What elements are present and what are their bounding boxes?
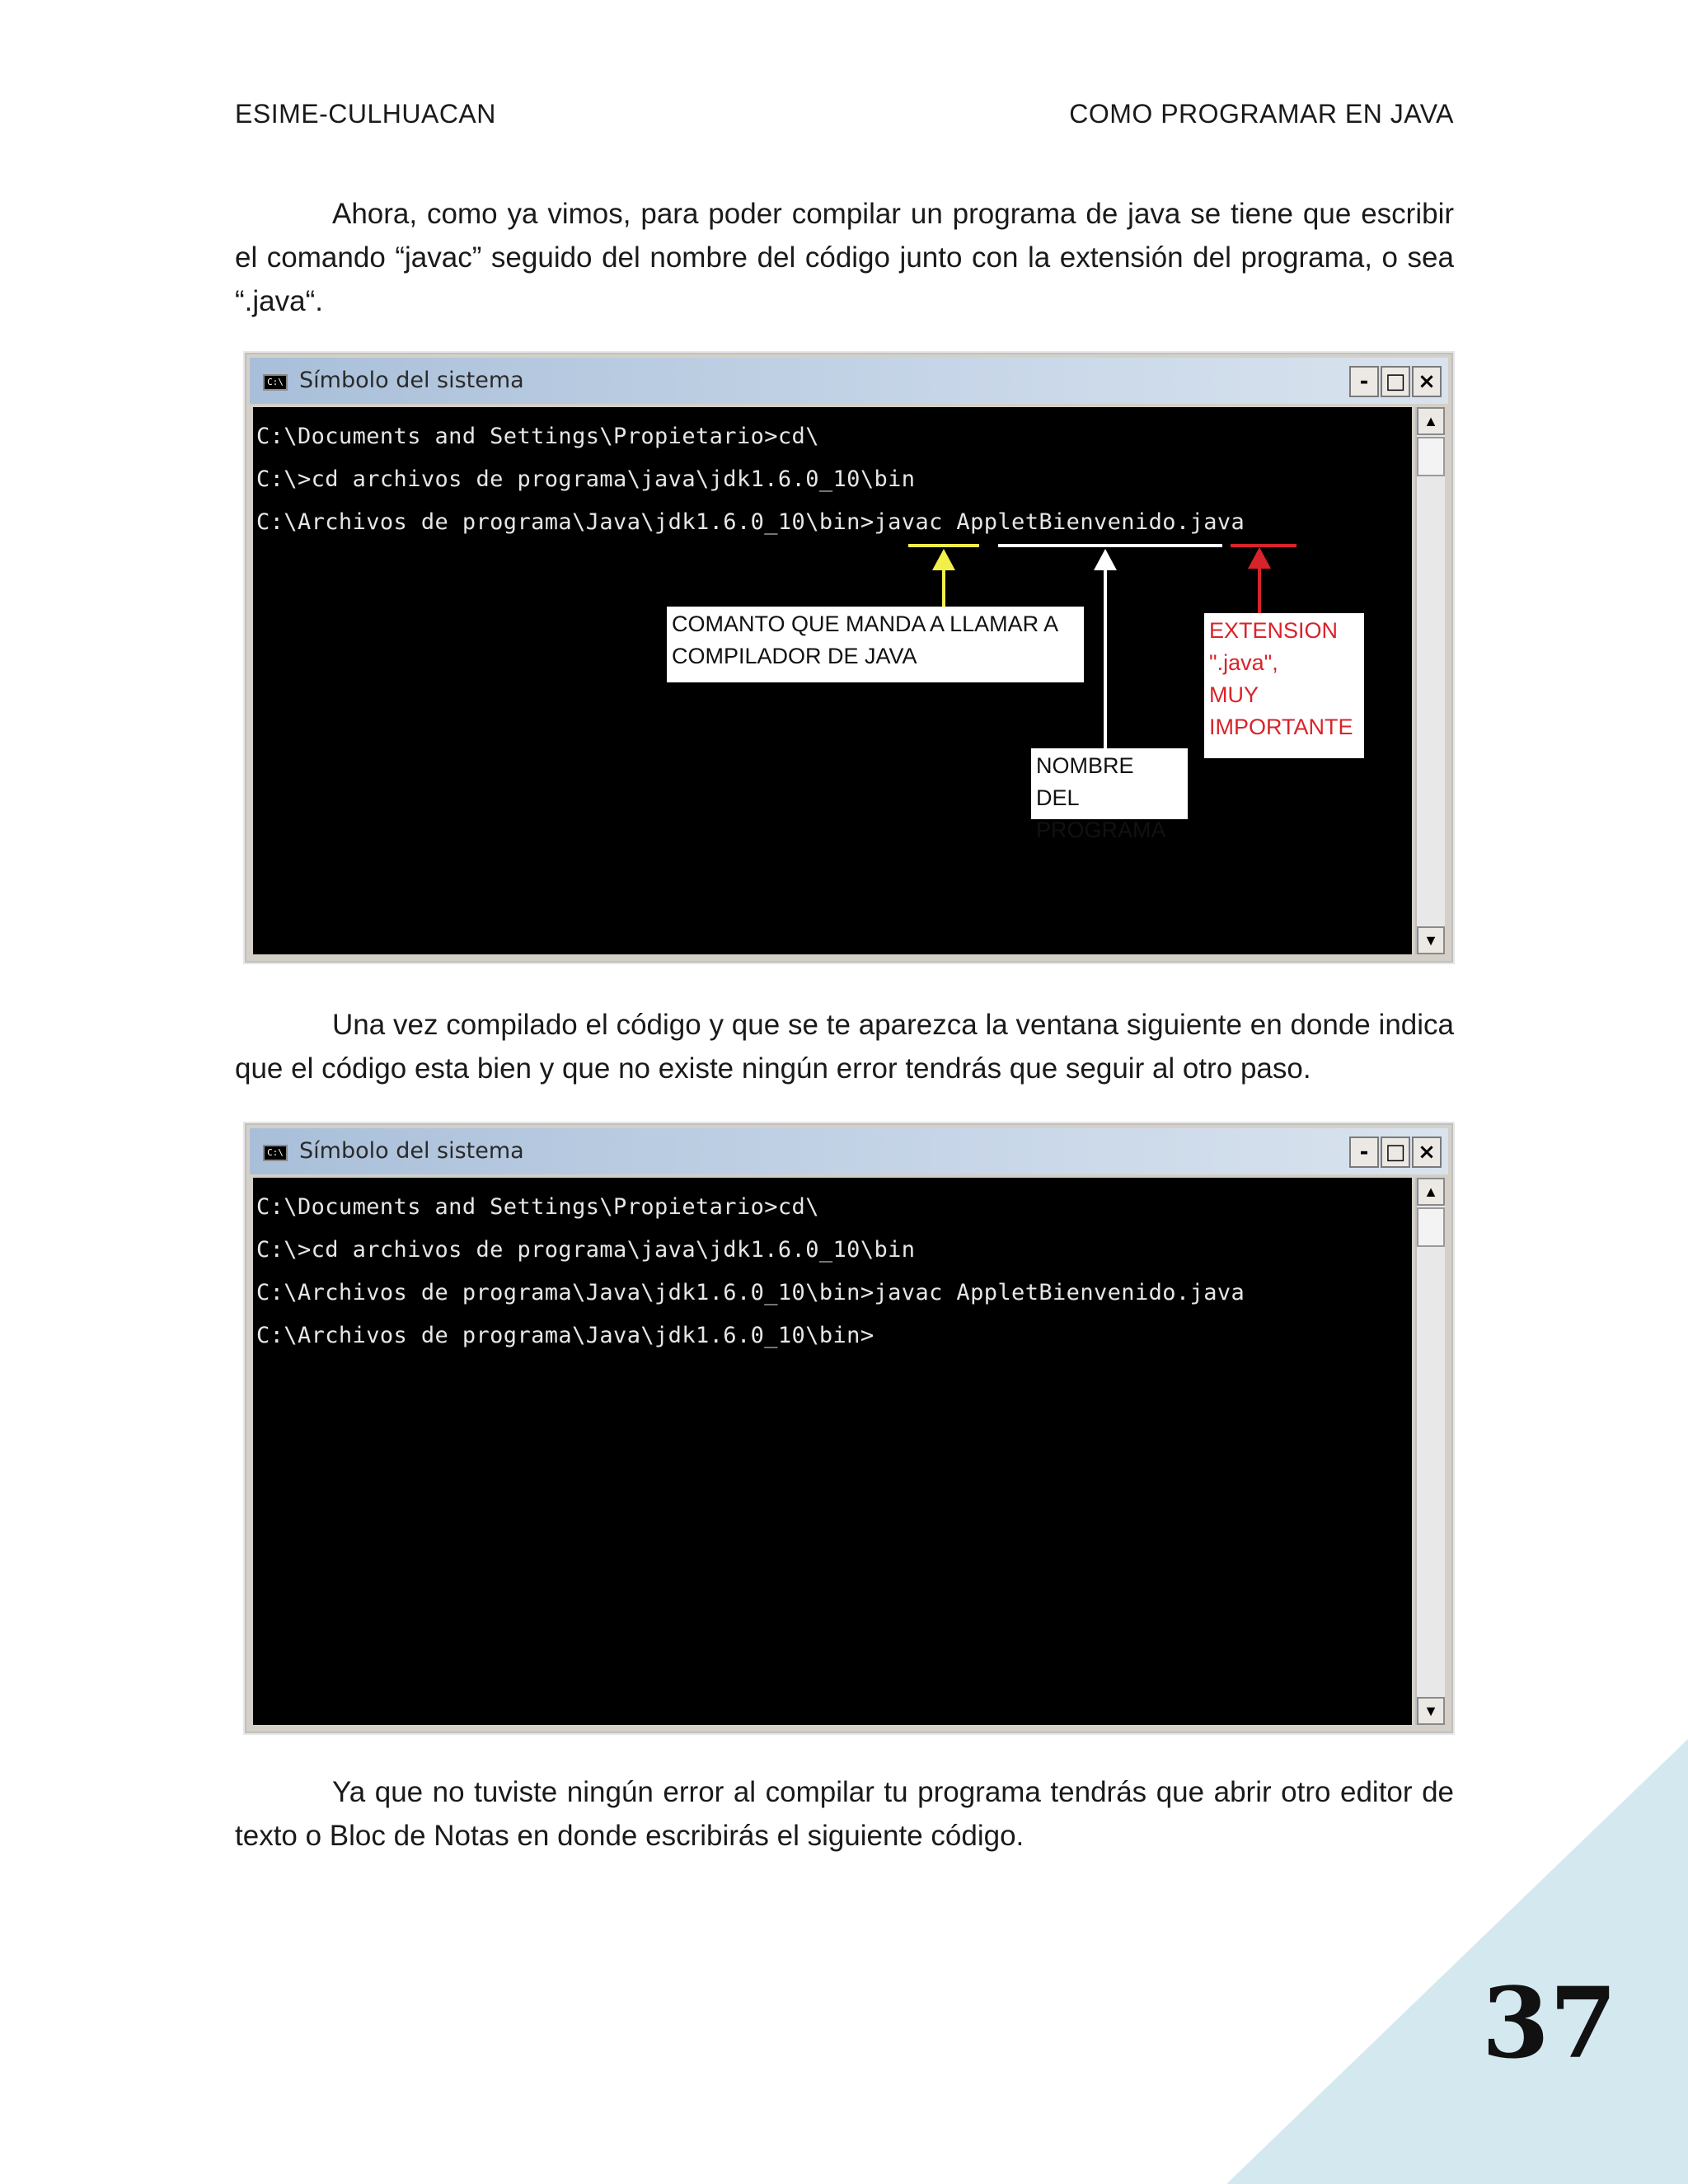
scroll-thumb[interactable] — [1417, 437, 1445, 476]
extension-annotation-label: EXTENSION ".java", MUY IMPORTANTE — [1204, 613, 1364, 758]
minimize-button[interactable]: - — [1349, 366, 1379, 397]
window-titlebar[interactable] — [250, 358, 1448, 404]
page-number: 37 — [1481, 1966, 1617, 2080]
javac-annotation-label: COMANTO QUE MANDA A LLAMAR A COMPILADOR DE JAVA — [667, 607, 1084, 682]
program-name-underline — [998, 544, 1222, 547]
console-line: C:\>cd archivos de programa\java\jdk1.6.0_10\bin — [256, 1237, 916, 1263]
paragraph-next-step — [235, 1770, 1454, 1858]
console-line: C:\Archivos de programa\Java\jdk1.6.0_10\bin> — [256, 1323, 874, 1348]
extension-arrow-shaft — [1258, 567, 1261, 613]
minimize-button[interactable]: - — [1349, 1137, 1379, 1168]
vertical-scrollbar[interactable] — [1415, 407, 1445, 954]
scroll-thumb[interactable] — [1417, 1207, 1445, 1247]
scroll-up-icon[interactable]: ▲ — [1417, 1178, 1445, 1206]
program-name-arrow-icon — [1094, 549, 1117, 570]
program-name-arrow-shaft — [1104, 569, 1107, 748]
javac-arrow-shaft — [942, 569, 945, 608]
console-line: C:\Documents and Settings\Propietario>cd\ — [256, 1194, 819, 1220]
maximize-button[interactable]: □ — [1381, 366, 1410, 397]
console-line: C:\Archivos de programa\Java\jdk1.6.0_10\bin>javac AppletBienvenido.java — [256, 1280, 1245, 1305]
console-line: C:\>cd archivos de programa\java\jdk1.6.0_10\bin — [256, 466, 916, 492]
command-prompt-window-1 — [245, 353, 1453, 963]
window-titlebar[interactable] — [250, 1128, 1448, 1174]
close-button[interactable]: × — [1412, 1137, 1442, 1168]
scroll-down-icon[interactable]: ▼ — [1417, 1697, 1445, 1725]
console-icon: C:\ — [263, 1145, 288, 1161]
paragraph-intro — [235, 192, 1454, 323]
javac-arrow-icon — [932, 549, 955, 570]
javac-underline — [908, 544, 979, 547]
console-line: C:\Archivos de programa\Java\jdk1.6.0_10\bin>javac AppletBienvenido.java — [256, 509, 1245, 535]
console-output[interactable] — [253, 1178, 1412, 1725]
maximize-button[interactable]: □ — [1381, 1137, 1410, 1168]
running-header-left: ESIME-CULHUACAN — [235, 99, 496, 129]
running-header-right: COMO PROGRAMAR EN JAVA — [1069, 99, 1454, 129]
console-icon: C:\ — [263, 374, 288, 391]
console-output[interactable] — [253, 407, 1412, 954]
window-title: Símbolo del sistema — [299, 368, 524, 393]
vertical-scrollbar[interactable] — [1415, 1178, 1445, 1725]
extension-arrow-icon — [1248, 547, 1271, 569]
paragraph-intro-text: Ahora, como ya vimos, para poder compilar un programa de java se tiene que escribir el comando “javac” seguido del nombre del código junto con la extensión del programa, o sea “.java“. — [235, 198, 1454, 317]
scroll-down-icon[interactable]: ▼ — [1417, 926, 1445, 954]
close-button[interactable]: × — [1412, 366, 1442, 397]
paragraph-compiled — [235, 1003, 1454, 1090]
window-title: Símbolo del sistema — [299, 1138, 524, 1164]
program-name-annotation-label: NOMBRE DEL PROGRAMA — [1031, 748, 1188, 819]
paragraph-next-step-text: Ya que no tuviste ningún error al compilar tu programa tendrás que abrir otro editor de texto o Bloc de Notas en donde escribirás el siguiente código. — [235, 1776, 1454, 1852]
paragraph-compiled-text: Una vez compilado el código y que se te aparezca la ventana siguiente en donde indica que el código esta bien y que no existe ningún error tendrás que seguir al otro paso. — [235, 1009, 1454, 1085]
scroll-up-icon[interactable]: ▲ — [1417, 407, 1445, 435]
command-prompt-window-2 — [245, 1123, 1453, 1733]
console-line: C:\Documents and Settings\Propietario>cd\ — [256, 424, 819, 449]
